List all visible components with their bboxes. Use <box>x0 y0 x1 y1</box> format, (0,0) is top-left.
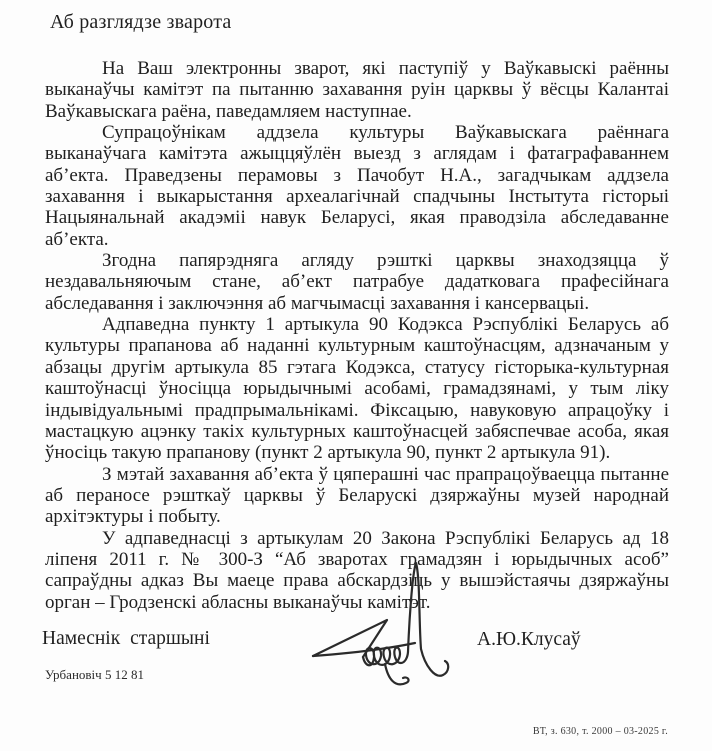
letter-paragraph: Згодна папярэдняга агляду рэшткі царквы знаходзяцца ў нездавальняючым стане, аб’ект патрабуе дадатковага прафесійнага абследавання і заключэння аб магчымасці захавання і кансервацыі. <box>45 250 669 314</box>
letter-body <box>45 58 669 613</box>
letter-paragraph: На Ваш электронны зварот, які паступіў у Ваўкавыскі раённы выканаўчы камітэт па пытанню захавання руін царквы ў вёсцы Калантаі Ваўкавыскага раёна, паведамляем наступнае. <box>45 58 669 122</box>
signatory-name: А.Ю.Клусаў <box>477 629 581 650</box>
executor-note: Урбановіч 5 12 81 <box>45 667 144 682</box>
signatory-position-title: Намеснік старшыні <box>42 628 210 649</box>
letter-paragraph: У адпаведнасці з артыкулам 20 Закона Рэспублікі Беларусь ад 18 ліпеня 2011 г. № 300-З “Аб зваротах грамадзян і юрыдычных асоб” сапраўдны адказ Вы маеце права абскардзіць у вышэйстаячы дзяржаўны орган – Гродзенскі абласны выканаўчы камітэт. <box>45 527 669 613</box>
print-run-footer: ВТ, з. 630, т. 2000 – 03-2025 г. <box>532 726 668 737</box>
letter-subject: Аб разглядзе зварота <box>50 11 232 33</box>
letter-paragraph: Супрацоўнікам аддзела культуры Ваўкавыскага раённага выканаўчага камітэта ажыццяўлён выезд з аглядам і фатаграфаваннем аб’екта. Праведзены перамовы з Пачобут Н.А., загадчыкам аддзела захавання і выкарыстання археалагічнай спадчыны Інстытута гісторыі Нацыянальнай акадэміі навук Беларусі, якая праводзіла абследаванне аб’екта. <box>45 122 669 250</box>
letter-paragraph: З мэтай захавання аб’екта ў цяперашні час прапрацоўваецца пытанне аб пераносе рэшткаў царквы ў Беларускі дзяржаўны музей народнай архітэктуры і побыту. <box>45 463 669 528</box>
handwritten-signature-icon <box>295 556 480 691</box>
letter-paragraph: Адпаведна пункту 1 артыкула 90 Кодэкса Рэспублікі Беларусь аб культуры прапанова аб наданні культурным каштоўнасцям, адзначаным у абзацы другім артыкула 85 гэтага Кодэкса, статусу гісторыка-культурная каштоўнасці ўносіцца юрыдычнымі асобамі, грамадзянамі, у тым ліку індывідуальнымі прадпрымальнікамі. Фіксацыю, навуковую апрацоўку і мастацкую ацэнку такіх культурных каштоўнасцей забяспечвае асоба, якая ўносіць такую прапанову (пункт 2 артыкула 90, пункт 2 артыкула 91). <box>45 314 669 464</box>
